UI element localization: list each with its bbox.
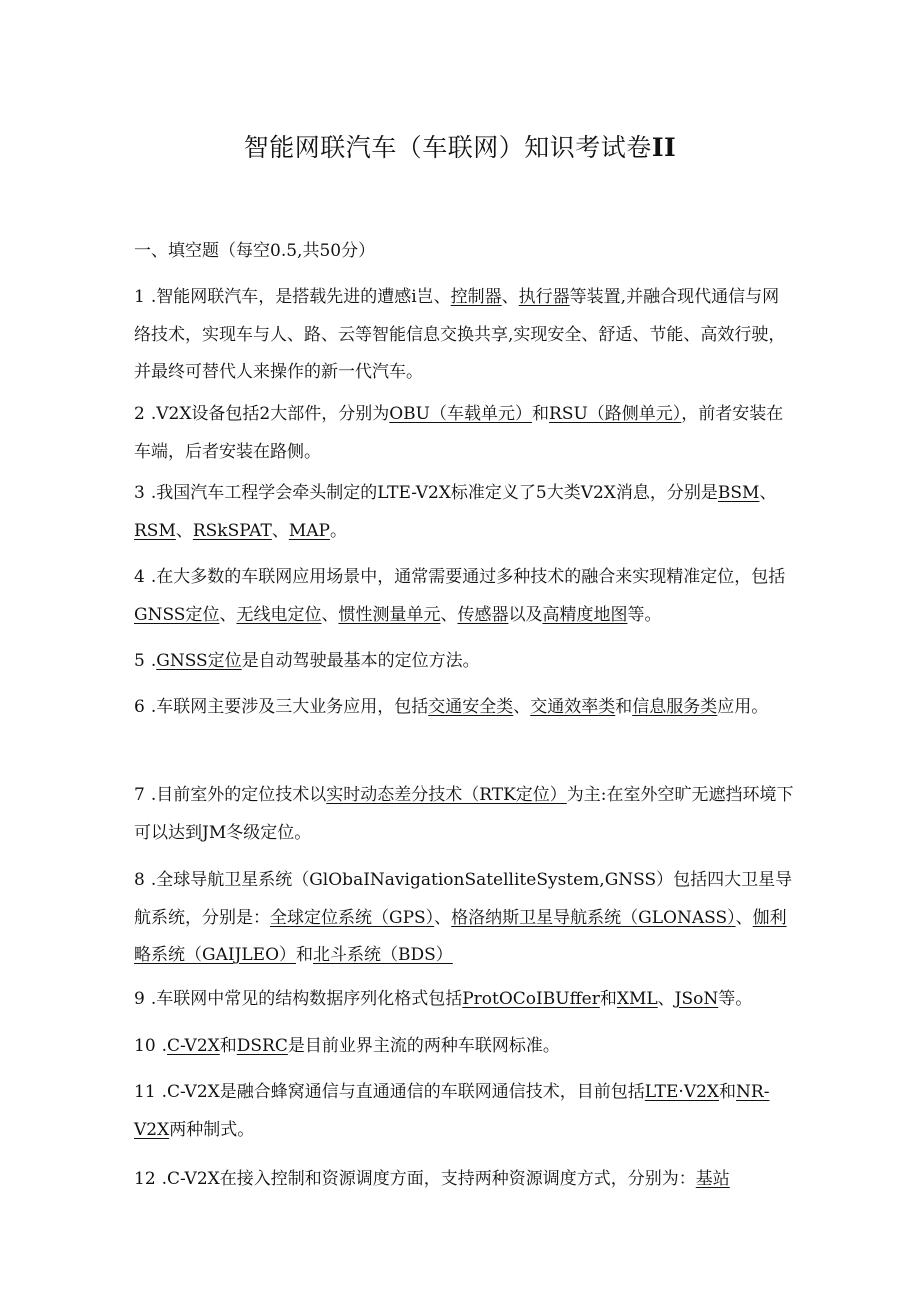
answer-blank: 高精度地图 (542, 604, 628, 625)
answer-blank: LTE·V2X (644, 1082, 720, 1102)
question-text: 和 (219, 1036, 237, 1056)
question-number: 4 (134, 567, 145, 587)
answer-blank: 执行器 (518, 287, 570, 307)
question-number: 6 (134, 697, 145, 717)
answer-blank: RSM (134, 520, 176, 541)
question-number: 7 (134, 785, 145, 805)
answer-blank: 控制器 (450, 287, 502, 307)
question-3 (134, 475, 794, 550)
question-text: .V2X设备包括2大部件，分别为 (150, 404, 390, 424)
title-suffix: II (651, 133, 677, 162)
question-text: ，前者安装在车端，后者安装在路侧。 (134, 404, 784, 462)
question-text: .目前室外的定位技术以 (150, 785, 327, 805)
question-text: . (150, 651, 157, 671)
question-text: 、 (501, 287, 519, 307)
question-text: 和 (719, 1082, 737, 1102)
question-text: .车联网主要涉及三大业务应用，包括 (150, 697, 429, 717)
question-text: 和 (615, 697, 633, 717)
answer-blank: 全球定位系统（GPS） (270, 907, 435, 928)
question-number: 9 (134, 989, 145, 1009)
answer-blank: MAP (288, 520, 330, 541)
question-text: .智能网联汽车，是搭载先进的遭感i岂、 (150, 287, 451, 307)
answer-blank: 基站 (695, 1169, 730, 1189)
question-text: 、 (513, 697, 531, 717)
answer-blank: BSM (717, 483, 760, 503)
answer-blank: DSRC (236, 1036, 288, 1056)
section-heading: 一、填空题（每空0.5,共50分） (134, 241, 376, 261)
question-1 (134, 279, 794, 392)
question-5 (134, 643, 794, 681)
answer-blank: RSkSPAT (192, 520, 272, 541)
question-12 (134, 1161, 794, 1199)
question-text: 、 (321, 604, 339, 625)
answer-blank: ProtOCoIBUffer (462, 989, 600, 1009)
answer-blank: 信息服务类 (632, 697, 718, 717)
answer-blank: 交通安全类 (428, 697, 514, 717)
document-title (0, 128, 920, 164)
question-6 (134, 689, 794, 727)
question-number: 11 (134, 1082, 156, 1102)
answer-blank: 格洛纳斯卫星导航系统（GLONASS） (451, 907, 736, 928)
question-text: 和 (296, 945, 314, 965)
question-10 (134, 1028, 794, 1066)
question-2 (134, 396, 794, 471)
answer-blank: 北斗系统（BDS） (313, 945, 453, 965)
question-text: . (161, 1036, 168, 1056)
question-text: 、 (735, 907, 753, 928)
question-number: 10 (134, 1036, 156, 1056)
answer-blank: GNSS定位 (156, 651, 242, 671)
question-number: 3 (134, 483, 145, 503)
question-text: .我国汽车工程学会牵头制定的LTE-V2X标准定义了5大类V2X消息，分别是 (150, 483, 718, 503)
question-text: 和 (532, 404, 550, 424)
question-text: 等。 (718, 989, 753, 1009)
question-text: .全球导航卫星系统（GlObaINavigationSatelliteSystem,GNSS）包括四大卫星导航系统，分别是： (134, 870, 793, 928)
answer-blank: 传感器 (457, 604, 509, 625)
question-number: 2 (134, 404, 145, 424)
question-text: 是目前业界主流的两种车联网标准。 (287, 1036, 560, 1056)
question-4 (134, 559, 794, 634)
answer-blank: RSU（路侧单元） (549, 404, 682, 424)
answer-blank: 伽利略系统（GAIJLEO） (134, 907, 787, 965)
answer-blank: 无线电定位 (236, 604, 322, 625)
question-9 (134, 981, 794, 1019)
question-11 (134, 1074, 794, 1149)
question-number: 1 (134, 287, 145, 307)
answer-blank: JSoN (674, 989, 719, 1009)
title-text: 智能网联汽车（车联网）知识考试卷 (243, 133, 652, 162)
question-text: 、 (175, 520, 193, 541)
question-text: .在大多数的车联网应用场景中，通常需要通过多种技术的融合来实现精准定位，包括 (150, 567, 786, 587)
question-number: 8 (134, 870, 145, 890)
answer-blank: GNSS定位 (134, 604, 220, 625)
question-8 (134, 862, 794, 975)
question-text: 应用。 (717, 697, 769, 717)
question-text: 、 (759, 483, 777, 503)
question-7 (134, 777, 794, 852)
question-text: 和 (599, 989, 617, 1009)
question-text: .C-V2X在接入控制和资源调度方面，支持两种资源调度方式，分别为： (161, 1169, 696, 1189)
question-text: 。 (329, 520, 347, 541)
question-text: 是自动驾驶最基本的定位方法。 (241, 651, 480, 671)
answer-blank: XML (616, 989, 658, 1009)
answer-blank: NR-V2X (134, 1082, 770, 1140)
answer-blank: OBU（车载单元） (389, 404, 533, 424)
question-number: 5 (134, 651, 145, 671)
question-text: 等装置,并融合现代通信与网络技术，实现车与人、路、云等智能信息交换共享,实现安全、舒适、节能、高效行驶，并最终可替代人来操作的新一代汽车。 (134, 287, 786, 382)
question-text: 、 (434, 907, 452, 928)
question-text: .车联网中常见的结构数据序列化格式包括 (150, 989, 463, 1009)
question-text: 等。 (627, 604, 662, 625)
question-text: 为主:在室外空旷无遮挡环境下可以达到JM冬级定位。 (134, 785, 794, 843)
question-text: .C-V2X是融合蜂窝通信与直通通信的车联网通信技术，目前包括 (161, 1082, 645, 1102)
question-number: 12 (134, 1169, 156, 1189)
answer-blank: 实时动态差分技术（RTK定位） (326, 785, 567, 805)
answer-blank: C-V2X (167, 1036, 220, 1056)
question-text: 、 (440, 604, 458, 625)
answer-blank: 交通效率类 (530, 697, 616, 717)
question-text: 、 (271, 520, 289, 541)
question-text: 、 (219, 604, 237, 625)
question-text: 以及 (508, 604, 543, 625)
question-text: 两种制式。 (169, 1119, 255, 1140)
answer-blank: 惯性测量单元 (338, 604, 441, 625)
question-text: 、 (657, 989, 675, 1009)
